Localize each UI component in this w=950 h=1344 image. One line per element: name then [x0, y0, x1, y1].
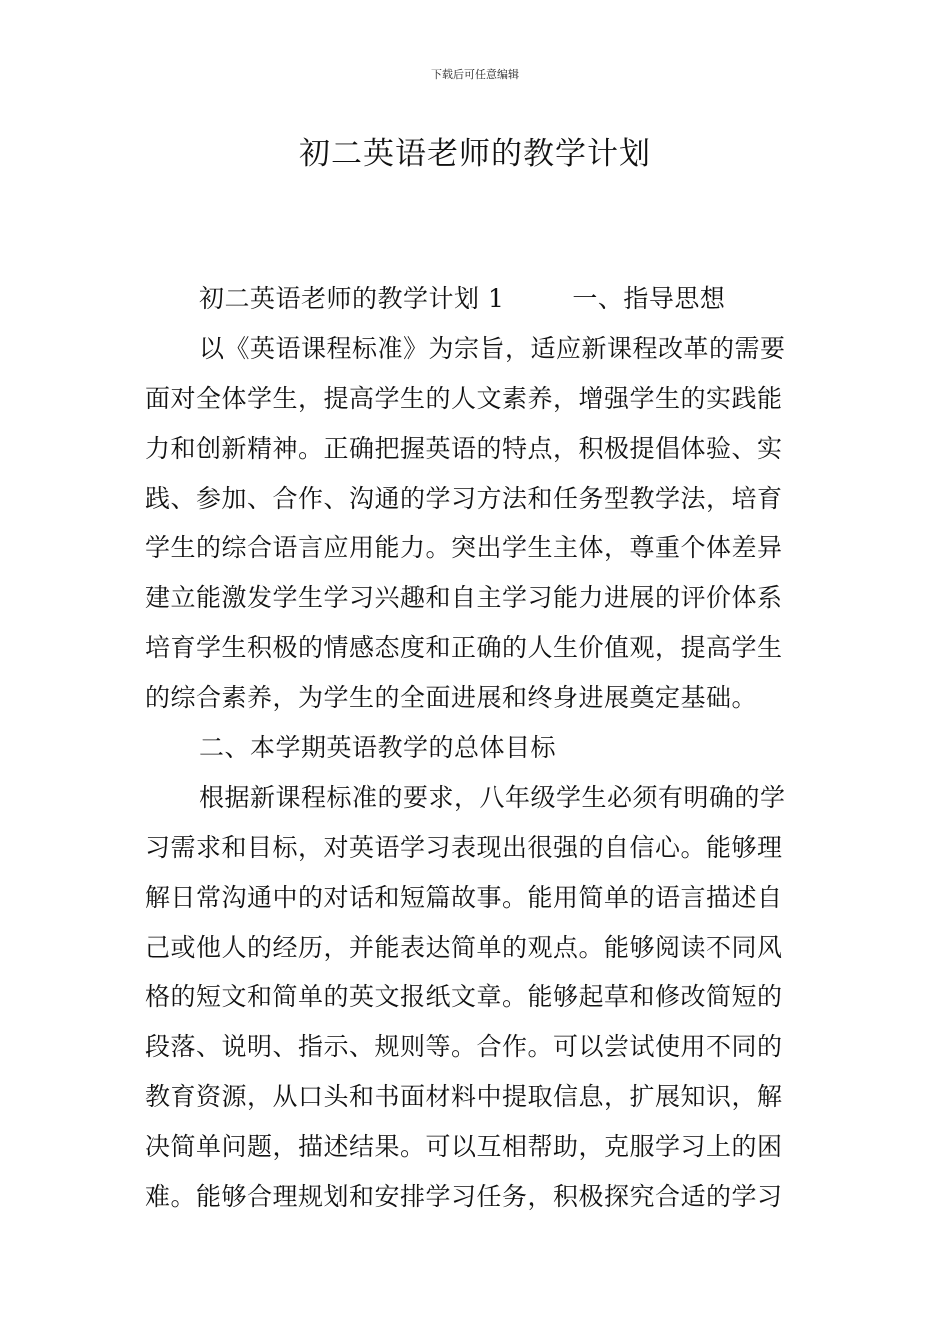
section2-heading: 二、本学期英语教学的总体目标 [199, 733, 557, 763]
document-title: 初二英语老师的教学计划 [299, 136, 651, 172]
plan-label: 初二英语老师的教学计划 1 [199, 284, 505, 313]
paragraph-line: 践、参加、合作、沟通的学习方法和任务型教学法，培育 [145, 483, 783, 513]
paragraph-line: 力和创新精神。正确把握英语的特点，积极提倡体验、实 [145, 433, 783, 463]
intro-line [145, 274, 807, 324]
paragraph-line: 解日常沟通中的对话和短篇故事。能用简单的语言描述自 [145, 882, 783, 912]
section1-heading: 一、指导思想 [572, 284, 726, 313]
document-body [145, 274, 807, 1222]
paragraph-line: 己或他人的经历，并能表达简单的观点。能够阅读不同风 [145, 932, 783, 962]
paragraph-line: 学生的综合语言应用能力。突出学生主体，尊重个体差异 [145, 533, 783, 563]
paragraph-line: 建立能激发学生学习兴趣和自主学习能力进展的评价体系 [145, 583, 783, 613]
paragraph-line: 面对全体学生，提高学生的人文素养，增强学生的实践能 [145, 383, 783, 413]
paragraph-line: 格的短文和简单的英文报纸文章。能够起草和修改简短的 [145, 982, 783, 1012]
paragraph-line: 决简单问题，描述结果。可以互相帮助，克服学习上的困 [145, 1132, 783, 1162]
header-note: 下载后可任意编辑 [431, 68, 519, 81]
paragraph-line: 教育资源，从口头和书面材料中提取信息，扩展知识，解 [145, 1082, 783, 1112]
paragraph-line: 的综合素养，为学生的全面进展和终身进展奠定基础。 [145, 683, 758, 713]
paragraph-line: 培育学生积极的情感态度和正确的人生价值观，提高学生 [145, 633, 783, 663]
paragraph-line: 根据新课程标准的要求，八年级学生必须有明确的学 [199, 782, 786, 812]
paragraph-line: 难。能够合理规划和安排学习任务，积极探究合适的学习 [145, 1182, 783, 1212]
paragraph-line: 段落、说明、指示、规则等。合作。可以尝试使用不同的 [145, 1032, 783, 1062]
paragraph-line: 习需求和目标，对英语学习表现出很强的自信心。能够理 [145, 832, 783, 862]
paragraph-line: 以《英语课程标准》为宗旨，适应新课程改革的需要 [199, 333, 786, 363]
